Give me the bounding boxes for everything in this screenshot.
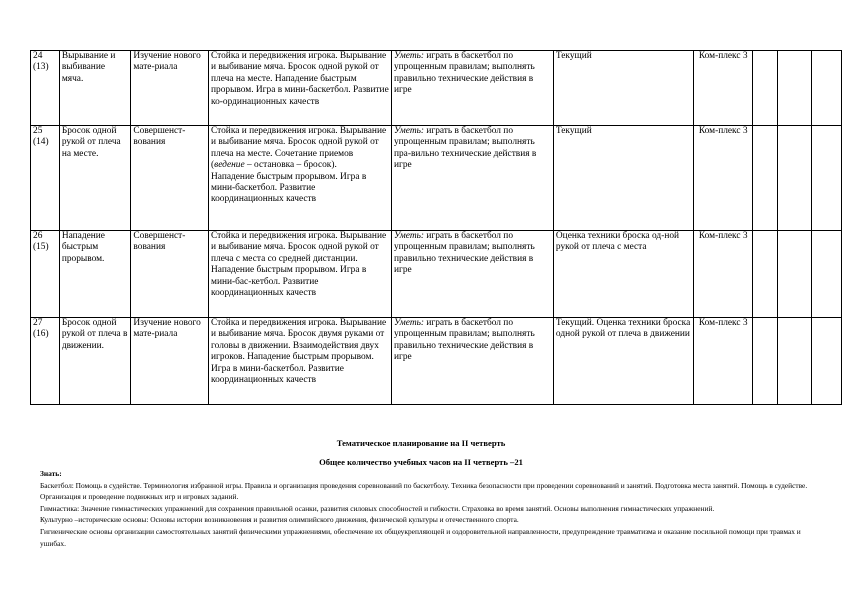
requirements-cell: Уметь: играть в баскетбол по упрощенным правилам; выполнять правильно технические действия в игре	[391, 231, 553, 318]
table-row	[31, 231, 842, 318]
hours-total: Общее количество учебных часов на II четверть –21	[319, 457, 523, 467]
note-history: Культурно –исторические основы: Основы истории возникновения и развития олимпийского движения, физической культуры и отечественного спорта.	[40, 515, 519, 525]
homework-cell: Ком-плекс 3	[694, 231, 753, 318]
lesson-content-cell: Стойка и передвижения игрока. Вырывание и выбивание мяча. Бросок одной рукой от плеча с места со средней дистанции. Нападение быстрым прорывом. Игра в мини-бас-кетбол. Развитие координационных качеств	[209, 231, 392, 318]
empty-cell	[753, 318, 778, 405]
lesson-type-cell: Совершенст-вования	[131, 126, 209, 231]
control-cell: Текущий	[553, 126, 693, 231]
empty-cell	[778, 51, 812, 126]
note-gymnastics: Гимнастика: Значение гимнастических упражнений для сохранения правильной осанки, развития силовых способностей и гибкости. Страховка во время занятий. Основы выполнения гимнастических упражнений.	[40, 503, 715, 513]
lesson-type-cell: Изучение нового мате-риала	[131, 318, 209, 405]
empty-cell	[753, 126, 778, 231]
requirements-cell: Уметь: играть в баскетбол по упрощенным правилам; выполнять правильно технические действия в игре	[391, 51, 553, 126]
lesson-topic-cell: Вырывание и выбивание мяча.	[59, 51, 131, 126]
lesson-topic-cell: Бросок одной рукой от плеча на месте.	[59, 126, 131, 231]
empty-cell	[778, 126, 812, 231]
note-hygiene: Гигиенические основы организации самостоятельных занятий физическими упражнениями, обеспечение их общеукрепляющей и оздоровительной направленности, предупреждение травматизма и оказание посильной помощи при травмах и ушибах.	[40, 526, 801, 548]
empty-cell	[778, 318, 812, 405]
requirements-cell: Уметь: играть в баскетбол по упрощенным правилам; выполнять правильно технические действия в игре	[391, 318, 553, 405]
note-basketball: Баскетбол: Помощь в судействе. Терминология избранной игры. Правила и организация проведения соревнований по баскетболу. Техника безопасности при проведении соревнований и занятий. Подготовка места занятий. Помощь в судействе. Организация и проведение подвижных игр и игровых заданий.	[40, 480, 808, 502]
empty-cell	[778, 231, 812, 318]
empty-cell	[753, 51, 778, 126]
control-cell: Текущий. Оценка техники броска одной рукой от плеча в движении	[553, 318, 693, 405]
knowledge-label: Знать:	[40, 469, 62, 478]
empty-cell	[753, 231, 778, 318]
lesson-type-cell: Совершенст-вования	[131, 231, 209, 318]
lesson-content-cell: Стойка и передвижения игрока. Вырывание и выбивание мяча. Бросок двумя руками от головы в движении. Взаимодействия двух игроков. Нападение быстрым прорывом. Игра в мини-баскетбол. Развитие координационных качеств	[209, 318, 392, 405]
lesson-number-cell: 26 (15)	[31, 231, 60, 318]
lesson-content-cell: Стойка и передвижения игрока. Вырывание и выбивание мяча. Бросок одной рукой от плеча на месте. Нападение быстрым прорывом. Игра в мини-баскетбол. Развитие ко-ординационных качеств	[209, 51, 392, 126]
empty-cell	[812, 126, 842, 231]
empty-cell	[812, 51, 842, 126]
lesson-number-cell: 24 (13)	[31, 51, 60, 126]
lesson-plan-table	[30, 50, 842, 405]
empty-cell	[812, 231, 842, 318]
homework-cell: Ком-плекс 3	[694, 126, 753, 231]
table-row	[31, 51, 842, 126]
requirements-cell: Уметь: играть в баскетбол по упрощенным правилам; выполнять пра-вильно технические действия в игре	[391, 126, 553, 231]
lesson-topic-cell: Нападение быстрым прорывом.	[59, 231, 131, 318]
table-row	[31, 126, 842, 231]
section-title: Тематическое планирование на II четверть	[336, 438, 506, 448]
control-cell: Оценка техники броска од-ной рукой от плеча с места	[553, 231, 693, 318]
lesson-topic-cell: Бросок одной рукой от плеча в движении.	[59, 318, 131, 405]
lesson-type-cell: Изучение нового мате-риала	[131, 51, 209, 126]
homework-cell: Ком-плекс 3	[694, 51, 753, 126]
lesson-number-cell: 27 (16)	[31, 318, 60, 405]
knowledge-notes	[40, 468, 810, 549]
lesson-number-cell: 25 (14)	[31, 126, 60, 231]
table-row	[31, 318, 842, 405]
lesson-content-cell: Стойка и передвижения игрока. Вырывание и выбивание мяча. Бросок одной рукой от плеча на месте. Сочетание приемов (ведение – остановка – бросок). Нападение быстрым прорывом. Игра в мини-баскетбол. Развитие координационных качеств	[209, 126, 392, 231]
empty-cell	[812, 318, 842, 405]
homework-cell: Ком-плекс 3	[694, 318, 753, 405]
control-cell: Текущий	[553, 51, 693, 126]
